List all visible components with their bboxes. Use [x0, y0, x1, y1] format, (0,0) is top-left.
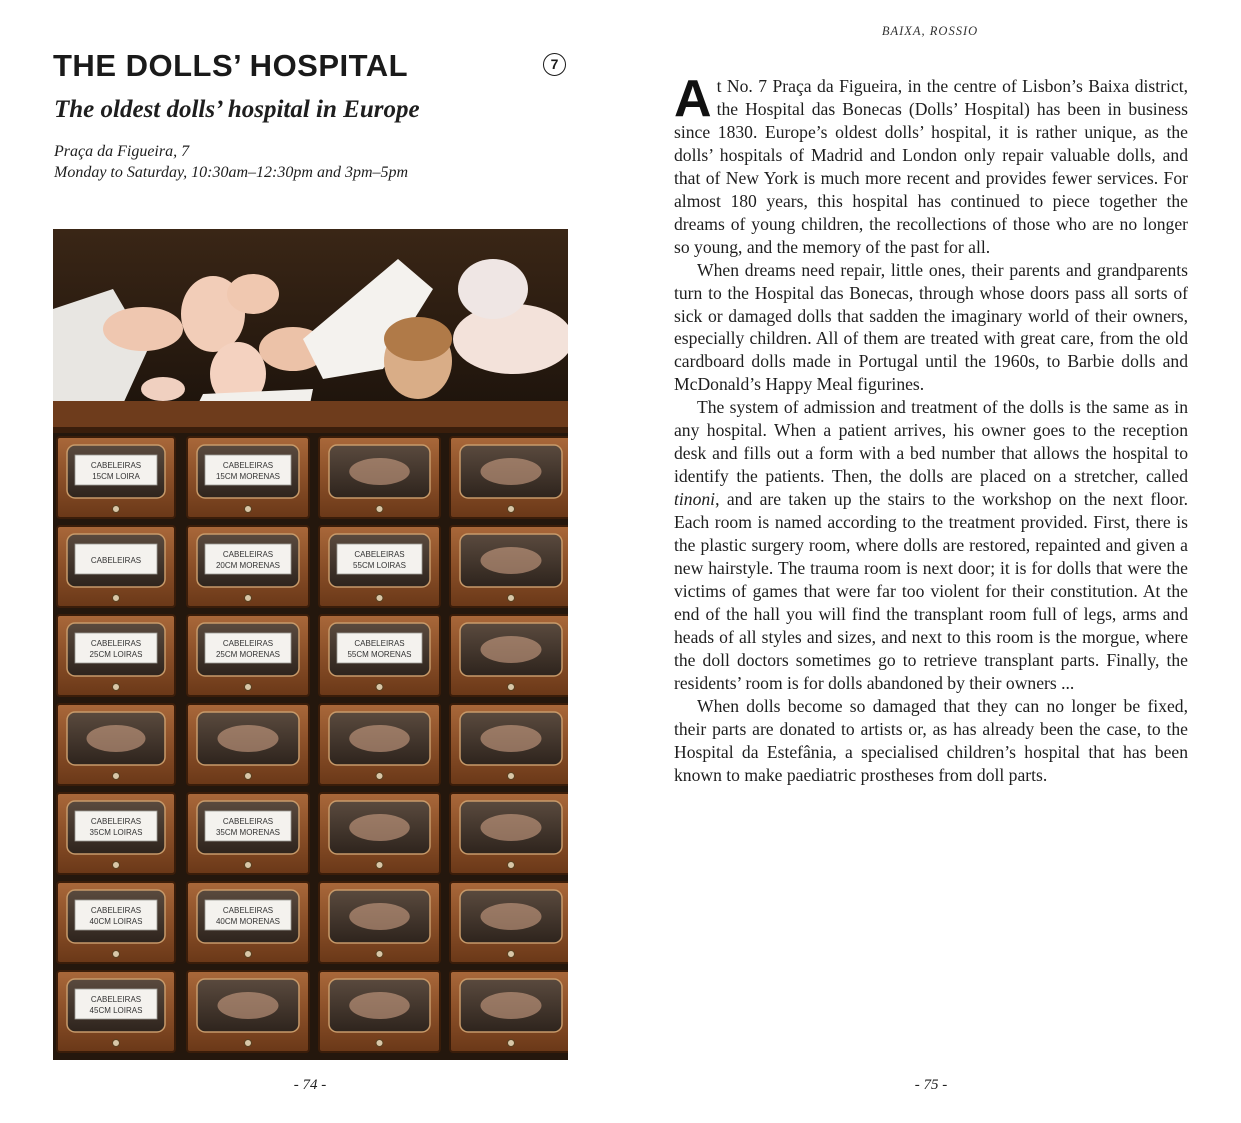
left-page — [0, 0, 620, 1123]
drawer — [450, 526, 568, 607]
drawer — [57, 793, 175, 874]
drawer — [450, 615, 568, 696]
drop-cap: A — [674, 70, 712, 128]
drawer-label: 15CM LOIRA — [92, 472, 140, 481]
paragraph-2: When dreams need repair, little ones, their parents and grandparents turn to the Hospital das Bonecas, through whose doors pass all sorts of sick or damaged dolls that sadden the imaginary world of their owners, especially children. All of them are treated with great care, from the old cardboard dolls made in Portugal until the 1960s, to Barbie dolls and McDonald’s Happy Meal figurines. — [674, 259, 1188, 395]
drawer-label: CABELEIRAS — [222, 817, 274, 826]
article-body — [674, 70, 1188, 787]
page-subtitle: The oldest dolls’ hospital in Europe — [54, 96, 420, 123]
drawer-label: CABELEIRAS — [90, 639, 142, 648]
drawer — [450, 882, 568, 963]
drawer-label: 45CM LOIRAS — [89, 1006, 143, 1015]
drawer — [187, 793, 309, 874]
drawer-label: 35CM MORENAS — [215, 828, 281, 837]
drawer-label: 40CM LOIRAS — [89, 917, 143, 926]
drawer-label: CABELEIRAS — [354, 639, 405, 648]
drawer — [187, 615, 309, 696]
drawer — [187, 437, 309, 518]
drawer — [319, 971, 440, 1052]
opening-hours: Monday to Saturday, 10:30am–12:30pm and 3pm–5pm — [54, 164, 409, 181]
drawer-label: CABELEIRAS — [90, 995, 142, 1004]
drawer-label: 40CM MORENAS — [215, 917, 281, 926]
photo-illustration — [53, 229, 568, 1060]
drawer — [57, 526, 175, 607]
drawer — [57, 971, 175, 1052]
drawer — [319, 437, 440, 518]
drawer-label: CABELEIRAS — [222, 639, 274, 648]
drawer — [450, 971, 568, 1052]
page-number-left: - 74 - — [293, 1077, 327, 1093]
drawer-label: 15CM MORENAS — [215, 472, 281, 481]
drawer-label: CABELEIRAS — [222, 906, 274, 915]
drawer — [450, 437, 568, 518]
drawer-label: 25CM LOIRAS — [89, 650, 143, 659]
paragraph-4: When dolls become so damaged that they can no longer be fixed, their parts are donated to artists or, as has already been the case, to the Hospital da Estefânia, a specialised children’s hospital that has been known to make paediatric prostheses from doll parts. — [674, 695, 1188, 785]
drawer-label: 55CM LOIRAS — [353, 561, 406, 570]
drawer-label: CABELEIRAS — [90, 906, 142, 915]
drawer-label: 35CM LOIRAS — [89, 828, 143, 837]
page-title: THE DOLLS’ HOSPITAL — [53, 48, 409, 83]
drawer-label: 55CM MORENAS — [347, 650, 412, 659]
paragraph-1: At No. 7 Praça da Figueira, in the centre of Lisbon’s Baixa district, the Hospital das Bonecas (Dolls’ Hospital) has been in business since 1830. Europe’s oldest dolls’ hospital, it is rather unique, as the dolls’ hospitals of Madrid and London only repair valuable dolls, and that of New York is much more recent and provides fewer services. For almost 180 years, this hospital has continued to piece together the dreams of young children, the recollections of those who are no longer so young, and the memory of the past for all. — [674, 70, 1188, 257]
drawer-label: CABELEIRAS — [222, 461, 274, 470]
drawer — [187, 882, 309, 963]
drawer-label: CABELEIRAS — [222, 550, 274, 559]
drawer — [57, 882, 175, 963]
drawer-label: 20CM MORENAS — [215, 561, 281, 570]
drawer-label: CABELEIRAS — [354, 550, 405, 559]
drawer-label: CABELEIRAS — [90, 461, 142, 470]
drawer-label: CABELEIRAS — [90, 556, 142, 565]
drawer — [57, 437, 175, 518]
right-page — [620, 0, 1241, 1123]
drawer — [319, 793, 440, 874]
entry-number-badge: 7 — [543, 53, 566, 76]
paragraph-3: The system of admission and treatment of the dolls is the same as in any hospital. When a patient arrives, his owner goes to the reception desk and fills out a form with a bed number that allows the hospital to identify the patients. Then, the dolls are placed on a stretcher, called tinoni, and are taken up the stairs to the workshop on the next floor. Each room is named according to the treatment provided. First, there is the plastic surgery room, where dolls are restored, repainted and given a new hairstyle. The trauma room is next door; it is for dolls that were the victims of games that were far too violent for their constitution. At the end of the hall you will find the transplant room full of legs, arms and heads of all styles and sizes, and next to this room is the morgue, where the doll doctors sometimes go to retrieve transplant parts. Finally, the residents’ room is for dolls abandoned by their owners ... — [674, 397, 1188, 693]
drawer — [319, 704, 440, 785]
running-head: BAIXA, ROSSIO — [881, 24, 979, 38]
drawer — [57, 704, 175, 785]
drawer — [319, 526, 440, 607]
drawer — [187, 526, 309, 607]
drawer-label: CABELEIRAS — [90, 817, 142, 826]
page-number-right: - 75 - — [914, 1077, 948, 1093]
drawer — [319, 615, 440, 696]
drawer — [187, 971, 309, 1052]
drawer-label: 25CM MORENAS — [215, 650, 281, 659]
dolls-drawers-photo — [53, 229, 568, 1060]
drawer — [319, 882, 440, 963]
drawer — [450, 704, 568, 785]
drawer — [187, 704, 309, 785]
address-line: Praça da Figueira, 7 — [54, 143, 190, 160]
drawer — [450, 793, 568, 874]
drawer — [57, 615, 175, 696]
